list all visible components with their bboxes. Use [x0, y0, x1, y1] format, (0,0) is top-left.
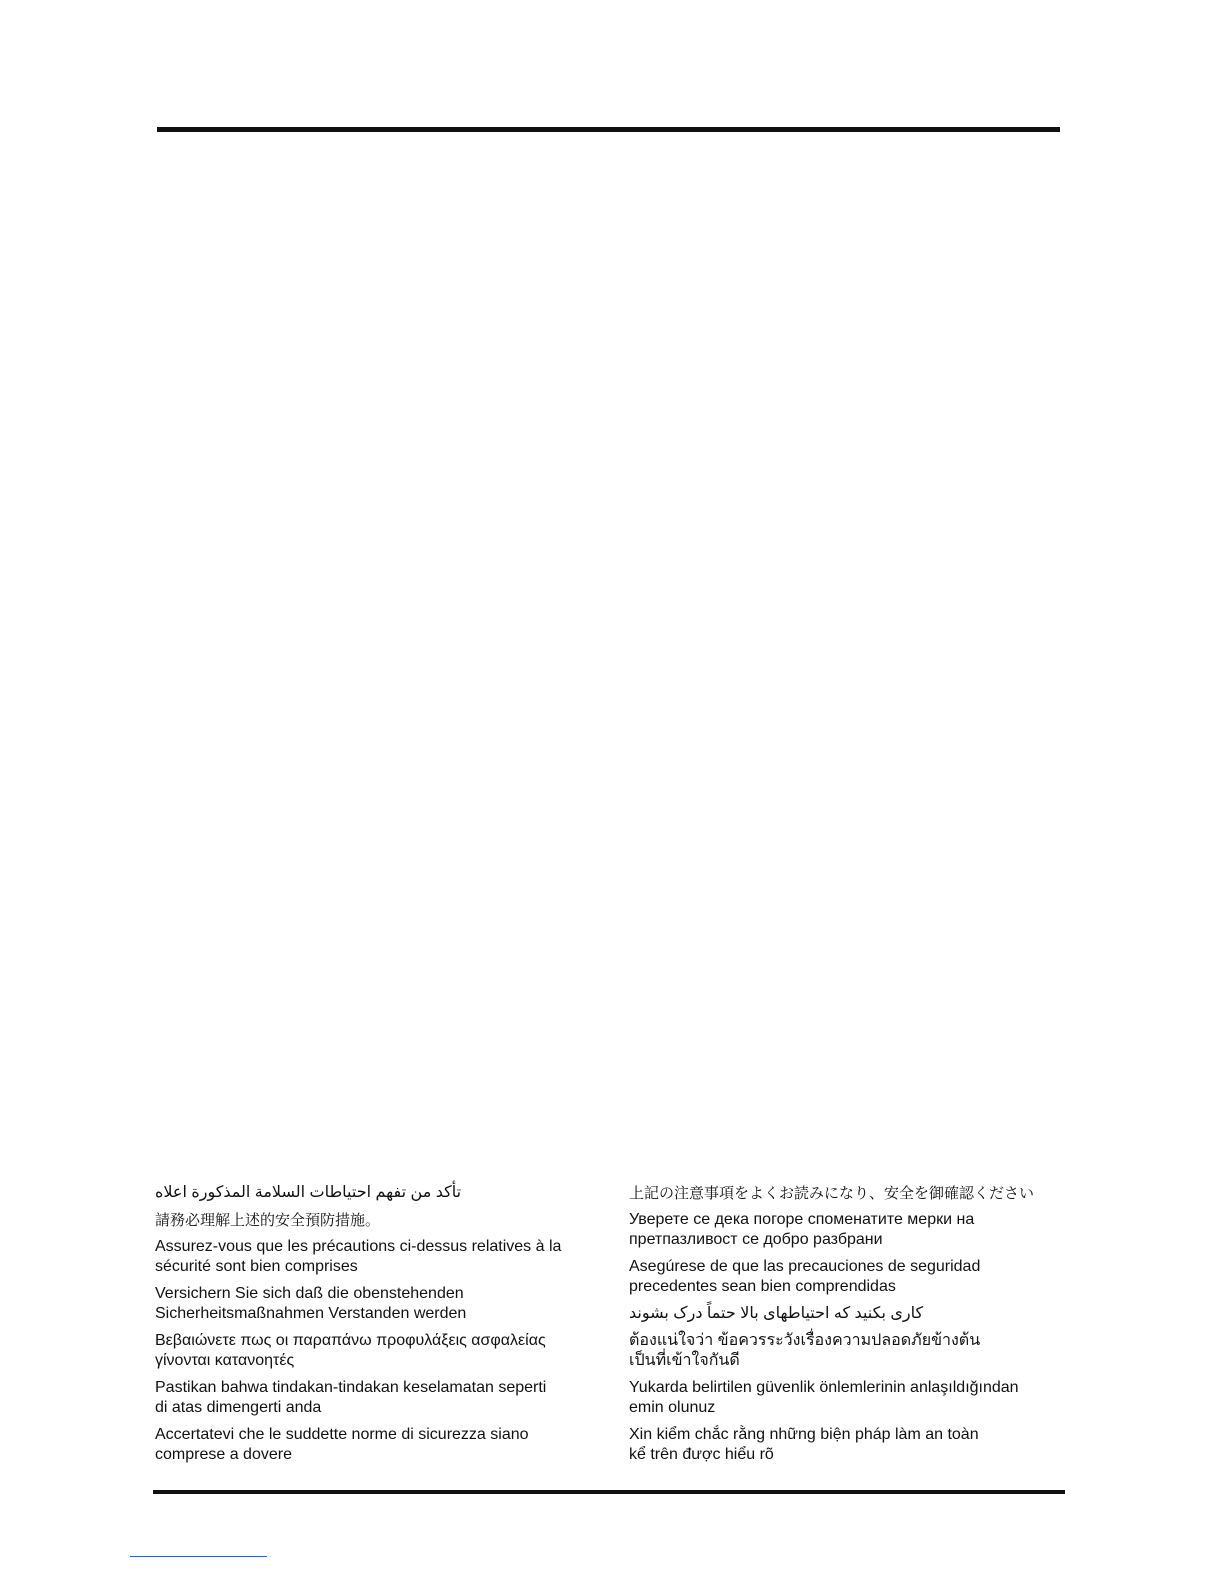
safety-notice-thai: ต้องแน่ใจว่า ข้อควรระวังเรื่องความปลอดภัยข้างต้น เป็นที่เข้าใจกันดี — [629, 1332, 981, 1369]
bottom-horizontal-rule — [153, 1490, 1065, 1494]
safety-notice-greek: Βεβαιώνετε πως οι παραπάνω προφυλάξεις ασφαλείας γίνονται κατανοητές — [155, 1332, 546, 1369]
safety-notice-spanish: Asegúrese de que las precauciones de seguridad precedentes sean bien comprendidas — [629, 1258, 981, 1295]
safety-notice-chinese: 請務必理解上述的安全預防措施。 — [155, 1211, 381, 1229]
safety-notice-indonesian: Pastikan bahwa tindakan-tindakan keselamatan seperti di atas dimengerti anda — [155, 1379, 547, 1416]
top-horizontal-rule — [157, 127, 1060, 132]
safety-notice-arabic: تأكد من تفهم احتياطات السلامة المذكورة اعلاه — [155, 1184, 462, 1201]
safety-notice-german: Versichern Sie sich daß die obenstehenden Sicherheitsmaßnahmen Verstanden werden — [155, 1285, 467, 1322]
safety-notice-italian: Accertatevi che le suddette norme di sicurezza siano comprese a dovere — [155, 1426, 529, 1463]
safety-notice-macedonian: Уверете се дека погоре споменатите мерки на претпазливост се добро разбрани — [629, 1211, 975, 1248]
safety-notice-column-right — [629, 1183, 1049, 1472]
safety-notice-japanese: 上記の注意事項をよくお読みになり、安全を御確認ください — [629, 1184, 1035, 1202]
safety-notice-turkish: Yukarda belirtilen güvenlik önlemlerinin anlaşıldığından emin olunuz — [629, 1379, 1019, 1416]
safety-notice-french: Assurez-vous que les précautions ci-dessus relatives à la sécurité sont bien comprises — [155, 1238, 562, 1275]
safety-notice-persian: کاری بکنید که احتیاطهای بالا حتماً درک بشوند — [629, 1305, 924, 1322]
safety-notice-vietnamese: Xin kiểm chắc rằng những biện pháp làm an toàn kể trên được hiểu rõ — [629, 1426, 979, 1463]
footer-link-underline — [130, 1556, 267, 1557]
safety-notice-column-left — [155, 1183, 595, 1472]
